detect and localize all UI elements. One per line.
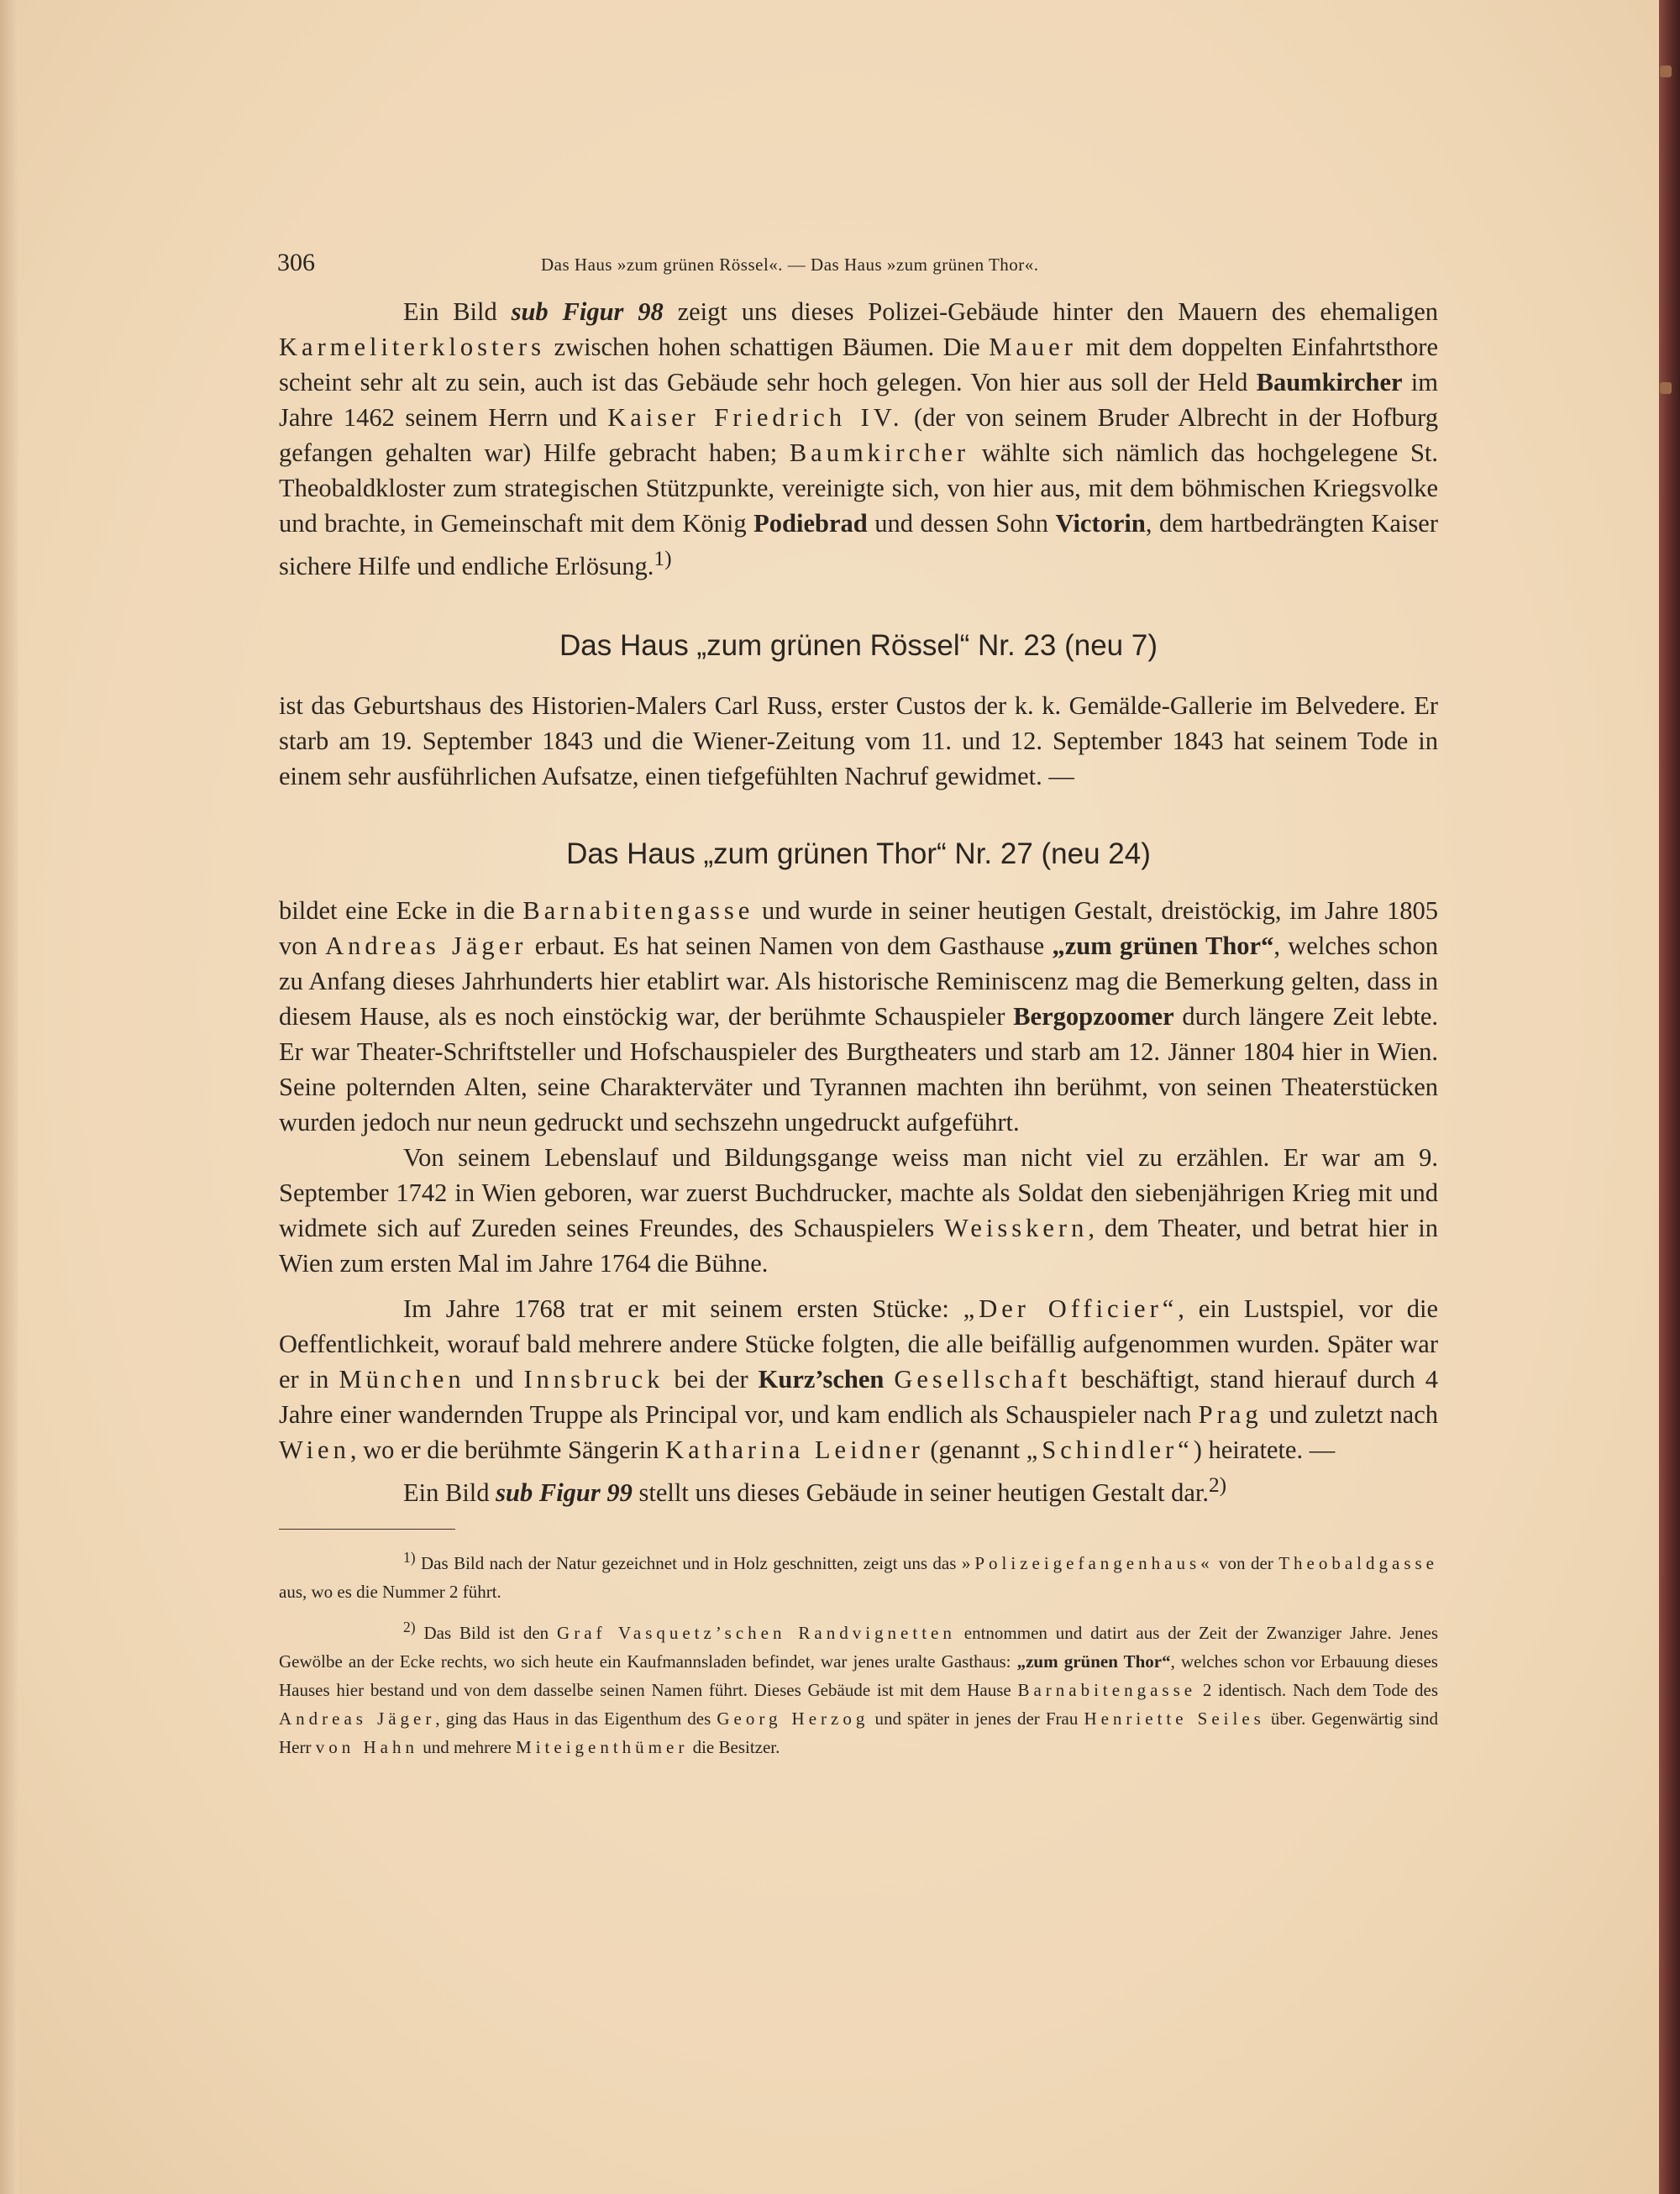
page-number: 306 xyxy=(277,249,315,276)
footnote-marker: 2) xyxy=(1208,1473,1227,1498)
running-head: Das Haus »zum grünen Rössel«. — Das Haus »zum grünen Thor«. xyxy=(541,255,1039,275)
footnote-divider xyxy=(279,1529,455,1530)
footnote-2: $^{2)}$ Das Bild ist den Graf Vasquetz’schen Randvignetten entnommen und datirt aus der Zeit der Zwanziger Jahre. Jenes Gewölbe an der Ecke rechts, wo sich heute ein Kaufmannsladen befindet, war jenes uralte Gasthaus: „zum grünen Thor“, welches schon vor Erbauung dieses Hauses hier bestand und von dem dasselbe seinen Namen führt. Dieses Gebäude ist mit dem Hause Barnabitengasse 2 identisch. Nach dem Tode des Andreas Jäger, ging das Haus in das Eigenthum des Georg Herzog und später in jenes der Frau Henriette Seiles über. Gegenwärtig sind Herr von Hahn und mehrere Miteigenthümer die Besitzer. xyxy=(279,1619,1439,1758)
edge-mark xyxy=(1660,382,1672,394)
page-gutter xyxy=(0,0,18,2194)
page-header xyxy=(279,237,1438,277)
paragraph-officier: Im Jahre 1768 trat er mit seinem ersten Stücke: „Der Officier“, ein Lustspiel, vor die Oeffentlichkeit, worauf bald mehrere andere Stücke folgten, die alle beifällig aufgenommen wurden. Später war er in München und Innsbruck bei der Kurz’schen Gesellschaft beschäftigt, stand hierauf durch 4 Jahre einer wandernden Truppe als Principal vor, und kam endlich als Schauspieler nach Prag und zuletzt nach Wien, wo er die berühmte Sängerin Katharina Leidner (genannt „Schindler“) heiratete. — xyxy=(279,1294,1439,1465)
paragraph-lebenslauf: Von seinem Lebenslauf und Bildungsgange weiss man nicht viel zu erzählen. Er war am 9. September 1742 in Wien geboren, war zuerst Buchdrucker, machte als Soldat den siebenjährigen Krieg mit und widmete sich auf Zureden seines Freundes, des Schauspielers Weisskern, dem Theater, und betrat hier in Wien zum ersten Mal im Jahre 1764 die Bühne. xyxy=(279,1143,1438,1278)
footnote-1: $^{1)}$ Das Bild nach der Natur gezeichnet und in Holz geschnitten, zeigt uns das »Polizeigefangenhaus« von der Theobaldgasse aus, wo es die Nummer 2 führt. xyxy=(279,1549,1438,1603)
paragraph-baumkircher: Ein Bild sub Figur 98 zeigt uns dieses Polizei-Gebäude hinter den Mauern des ehemaligen Karmeliterklosters zwischen hohen schattigen Bäumen. Die Mauer mit dem doppelten Einfahrtsthore scheint sehr alt zu sein, auch ist das Gebäude sehr hoch gelegen. Von hier aus soll der Held Baumkircher im Jahre 1462 seinem Herrn und Kaiser Friedrich IV. (der von seinem Bruder Albrecht in der Hofburg gefangen gehalten war) Hilfe gebracht haben; Baumkircher wählte sich nämlich das hochgelegene St. Theobaldkloster zum strategischen Stützpunkte, vereinigte sich, von hier aus, mit dem böhmischen Kriegsvolke und brachte, in Gemeinschaft mit dem König Podiebrad und dessen Sohn Victorin, dem hartbedrängten Kaiser sichere Hilfe und endliche Erlösung.$^{1)}$ xyxy=(279,297,1439,581)
paragraph-roessel: ist das Geburtshaus des Historien-Malers Carl Russ, erster Custos der k. k. Gemälde-Gallerie im Belvedere. Er starb am 19. September 1843 und die Wiener-Zeitung vom 11. und 12. September 1843 hat seinem Tode in einem sehr ausführlichen Aufsatze, einen tiefgefühlten Nachruf gewidmet. — xyxy=(279,691,1438,791)
section-heading-roessel: Das Haus „zum grünen Rössel“ Nr. 23 (neu 7) xyxy=(559,629,1158,663)
paragraph-figur-99: Ein Bild sub Figur 99 stellt uns dieses Gebäude in seiner heutigen Gestalt dar.$^{2)}$ xyxy=(403,1473,1227,1508)
figure-reference: sub Figur 98 xyxy=(511,297,664,326)
section-heading-thor: Das Haus „zum grünen Thor“ Nr. 27 (neu 24) xyxy=(566,837,1151,871)
page-content xyxy=(279,237,1438,1761)
edge-mark xyxy=(1660,66,1672,77)
figure-reference: sub Figur 99 xyxy=(496,1478,633,1508)
book-edge xyxy=(1659,0,1680,2194)
paragraph-thor-history: bildet eine Ecke in die Barnabitengasse und wurde in seiner heutigen Gestalt, dreistöckig, im Jahre 1805 von Andreas Jäger erbaut. Es hat seinen Namen von dem Gasthause „zum grünen Thor“, welches schon zu Anfang dieses Jahrhunderts hier etablirt war. Als historische Reminiscenz mag die Bemerkung gelten, dass in diesem Hause, als es noch einstöckig war, der berühmte Schauspieler Bergopzoomer durch längere Zeit lebte. Er war Theater-Schriftsteller und Hofschauspieler des Burgtheaters und starb am 12. Jänner 1804 hier in Wien. Seine polternden Alten, seine Charakterväter und Tyrannen machten ihn berühmt, von seinen Theaterstücken wurden jedoch nur neun gedruckt und sechszehn ungedruckt aufgeführt. xyxy=(279,896,1439,1137)
footnote-marker: 1) xyxy=(654,547,672,570)
